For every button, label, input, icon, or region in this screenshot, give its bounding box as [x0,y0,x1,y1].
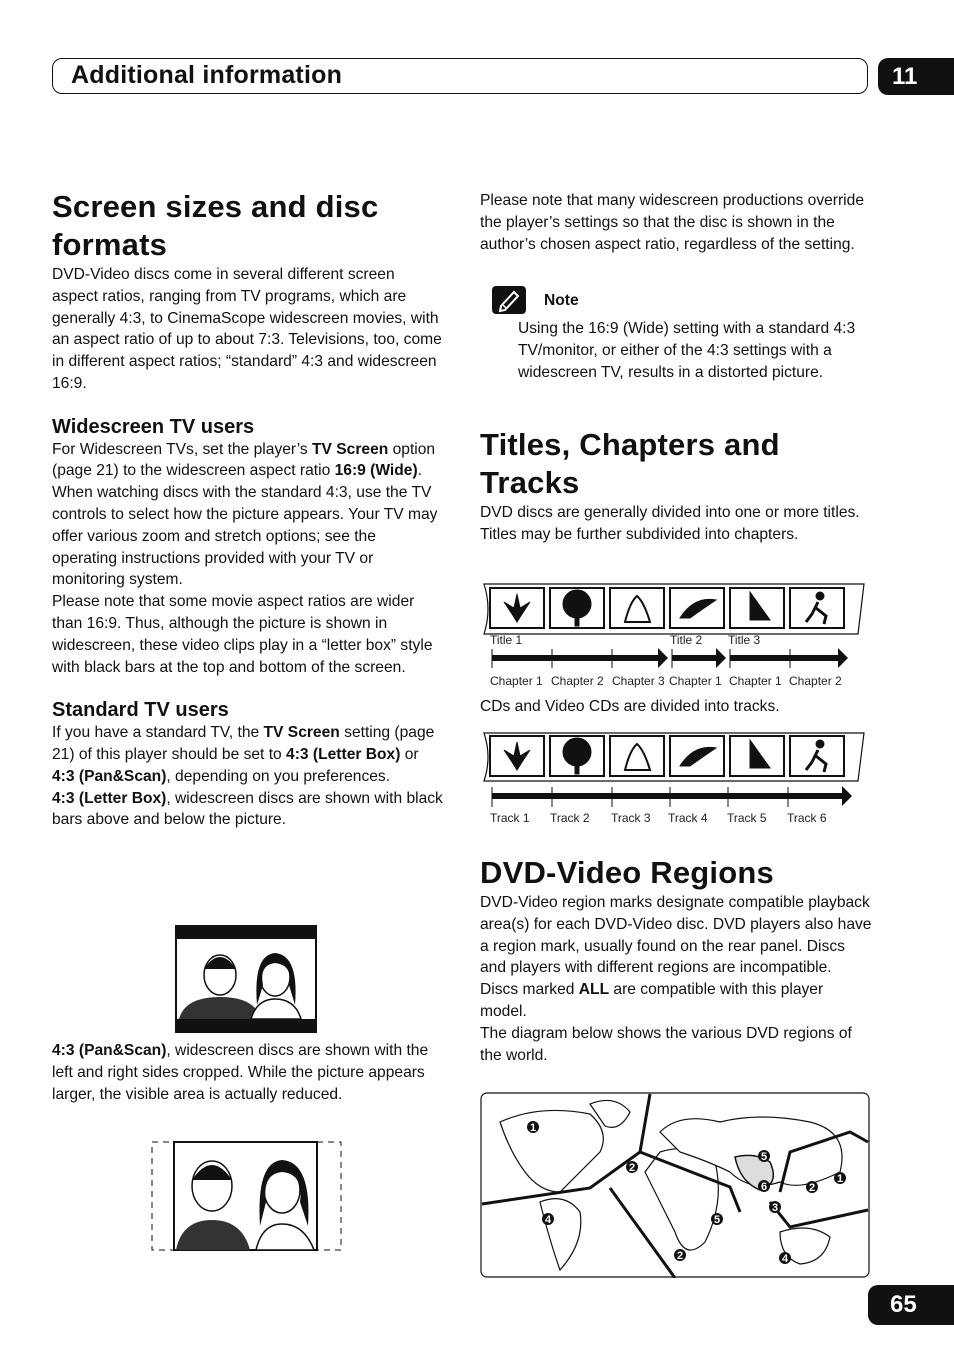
title-3-arrow [730,655,842,661]
note-block [518,318,868,383]
chapter-label-5: Chapter 1 [729,674,782,688]
regions-paragraph-3: The diagram below shows the various DVD regions of the world. [480,1024,852,1064]
titles-heading-line2: Tracks [480,465,580,500]
titles-heading [480,426,872,502]
region-marker-10: 2 [809,1182,816,1194]
page-number: 65 [868,1285,954,1325]
panscan-illustration [150,1140,343,1252]
region-marker-5: 6 [761,1181,768,1193]
widescreen-paragraph-2: When watching discs with the standard 4:3, use the TV controls to select how the picture appears. Your TV may offer various zoom and stretch options; see the operating instructions provided with your TV or monitoring system. [52,484,438,589]
title-label-1: Title 1 [490,633,523,647]
note-text: Using the 16:9 (Wide) setting with a standard 4:3 TV/monitor, or either of the 4:3 settings with a widescreen TV, results in a distorted picture. [518,320,856,381]
region-marker-9: 5 [761,1151,768,1163]
titles-heading-line1: Titles, Chapters and [480,427,780,462]
chapter-label-6: Chapter 2 [789,674,842,688]
track-label-6: Track 6 [787,811,827,825]
note-icon [492,286,526,314]
letterbox-illustration [175,925,317,1033]
cd-text-block [480,696,872,718]
title-label-2: Title 2 [670,633,703,647]
region-marker-7: 1 [837,1173,844,1185]
note-label: Note [544,292,579,309]
screen-sizes-heading-line1: Screen sizes and disc [52,189,379,224]
titles-section [480,426,872,546]
standard-heading: Standard TV users [52,699,229,722]
track-label-4: Track 4 [668,811,708,825]
chapter-label-3: Chapter 3 [612,674,665,688]
titles-chapters-diagram [480,582,868,692]
region-marker-6: 2 [677,1250,684,1262]
region-marker-4: 5 [714,1214,721,1226]
standard-paragraph-1: If you have a standard TV, the TV Screen setting (page 21) of this player should be set to 4:3 (Letter Box) or 4:3 (Pan&Scan), depending on you preferences. [52,724,435,785]
tracks-diagram [480,731,868,831]
title-1-arrow [492,655,664,661]
left-column [52,188,444,831]
widescreen-paragraph-1: For Widescreen TVs, set the player’s TV Screen option (page 21) to the widescreen aspect ratio 16:9 (Wide). [52,440,436,480]
widescreen-paragraph-3: Please note that some movie aspect ratios are wider than 16:9. Thus, although the picture is shown in widescreen, these video clips play in a “letter box” style with black bars at the top and bottom of the screen. [52,593,433,676]
track-arrow [492,793,844,799]
section-title: Additional information [71,61,343,89]
screen-sizes-heading-line2: formats [52,227,168,262]
override-paragraph-block [480,190,870,255]
standard-paragraph-3: 4:3 (Pan&Scan), widescreen discs are shown with the left and right sides cropped. While the picture appears larger, the visible area is actually reduced. [52,1042,429,1103]
screen-sizes-heading [52,188,444,264]
chapter-number-tab: 11 [878,58,954,95]
screen-sizes-intro: DVD-Video discs come in several different screen aspect ratios, ranging from TV programs, which are generally 4:3, to CinemaScope widescreen movies, with an aspect ratio of up to about 7:3. Televisions, too, come in different aspect ratios; “standard” 4:3 and widescreen 16:9. [52,266,442,392]
standard-paragraph-2: 4:3 (Letter Box), widescreen discs are shown with black bars above and below the picture. [52,789,443,829]
track-label-5: Track 5 [727,811,767,825]
panscan-text-block [52,1040,444,1105]
cd-tracks-text: CDs and Video CDs are divided into tracks. [480,698,780,715]
world-map [480,1092,870,1278]
region-marker-8: 3 [772,1202,779,1214]
region-marker-11: 4 [782,1253,789,1265]
track-label-2: Track 2 [550,811,590,825]
region-marker-3: 4 [545,1214,552,1226]
track-label-3: Track 3 [611,811,651,825]
title-2-arrow [672,655,718,661]
regions-heading: DVD-Video Regions [480,855,774,890]
regions-paragraph-1: DVD-Video region marks designate compatible playback area(s) for each DVD-Video disc. DVD players also have a region mark, usually found on the rear panel. Discs and players with different regions are incompatible. [480,894,872,977]
regions-section [480,854,872,1066]
title-label-3: Title 3 [728,633,761,647]
regions-paragraph-2: Discs marked ALL are compatible with this player model. [480,981,824,1020]
region-marker-2: 2 [629,1162,636,1174]
chapter-label-1: Chapter 1 [490,674,543,688]
override-paragraph: Please note that many widescreen productions override the player’s settings so that the disc is shown in the author’s chosen aspect ratio, regardless of the setting. [480,192,864,253]
section-header [52,58,868,94]
titles-intro: DVD discs are generally divided into one or more titles. Titles may be further subdivided into chapters. [480,504,860,543]
region-marker-1: 1 [530,1122,537,1134]
chapter-label-2: Chapter 2 [551,674,604,688]
track-label-1: Track 1 [490,811,530,825]
widescreen-heading: Widescreen TV users [52,415,255,438]
chapter-label-4: Chapter 1 [669,674,722,688]
